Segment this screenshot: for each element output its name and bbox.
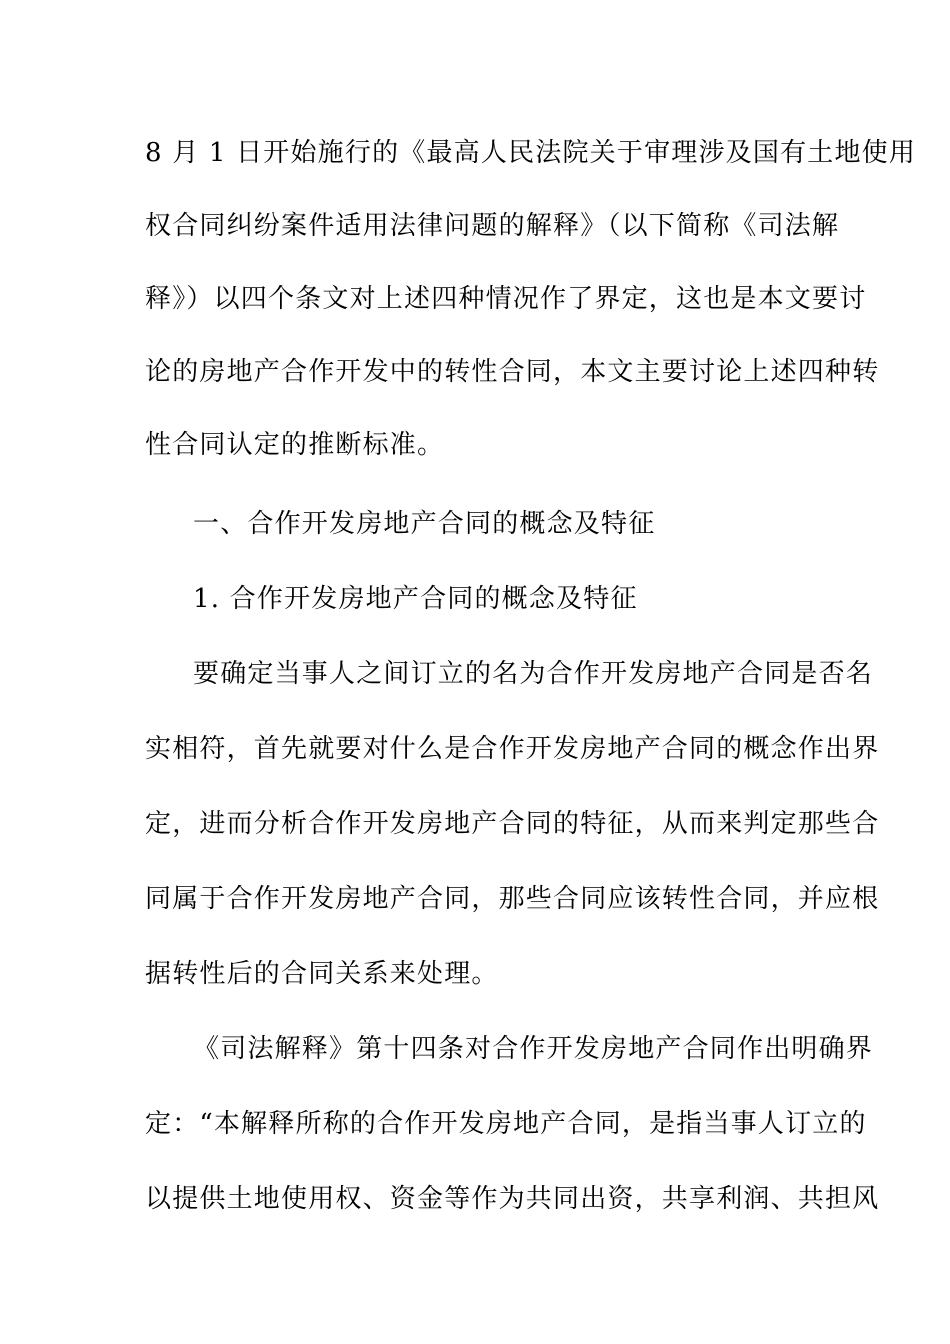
paragraph-line: 性合同认定的推断标准。 — [145, 430, 445, 460]
paragraph-line: 定：“本解释所称的合作开发房地产合同，是指当事人订立的 — [145, 1109, 867, 1139]
paragraph-line: 实相符，首先就要对什么是合作开发房地产合同的概念作出界 — [145, 734, 880, 764]
paragraph-line: 权合同纠纷案件适用法律问题的解释》（以下简称《司法解 — [145, 211, 840, 241]
subsection-heading: 1. 合作开发房地产合同的概念及特征 — [193, 584, 638, 614]
section-heading: 一、合作开发房地产合同的概念及特征 — [193, 509, 656, 539]
paragraph-line: 释》）以四个条文对上述四种情况作了界定，这也是本文要讨 — [145, 284, 867, 314]
paragraph-line: 论的房地产合作开发中的转性合同，本文主要讨论上述四种转 — [145, 357, 880, 387]
paragraph-line: 8 月 1 日开始施行的《最高人民法院关于审理涉及国有土地使用 — [145, 138, 917, 168]
paragraph-line: 同属于合作开发房地产合同，那些合同应该转性合同，并应根 — [145, 884, 880, 914]
paragraph-line: 以提供土地使用权、资金等作为共同出资，共享利润、共担风 — [145, 1184, 880, 1214]
paragraph-line: 定，进而分析合作开发房地产合同的特征，从而来判定那些合 — [145, 809, 880, 839]
paragraph-line: 据转性后的合同关系来处理。 — [145, 959, 499, 989]
paragraph-line: 《司法解释》第十四条对合作开发房地产合同作出明确界 — [193, 1034, 874, 1064]
paragraph-line: 要确定当事人之间订立的名为合作开发房地产合同是否名 — [193, 659, 874, 689]
